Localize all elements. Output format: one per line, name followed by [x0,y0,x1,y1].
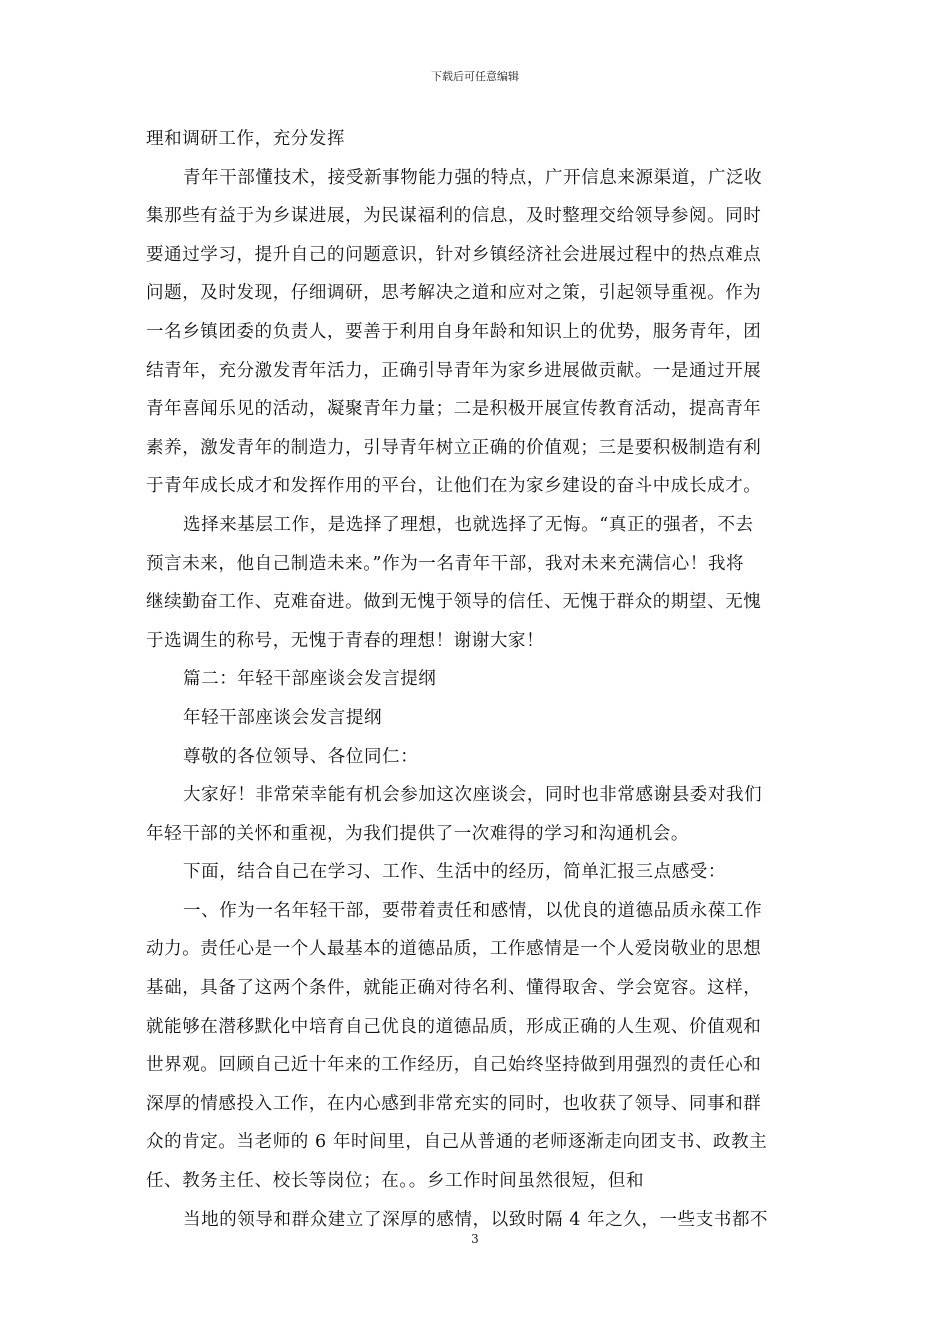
text-line: 理和调研工作，充分发挥 [146,129,346,149]
text-line: 于选调生的称号，无愧于青春的理想！谢谢大家！ [146,630,545,651]
section-heading: 篇二：年轻干部座谈会发言提纲 [183,669,437,690]
text-line: 预言未来，他自己制造未来。”作为一名青年干部，我对未来充满信心！我将 [146,553,745,574]
text-line: 就能够在潜移默化中培育自己优良的道德品质，形成正确的人生观、价值观和 [146,1016,762,1037]
document-body [146,120,812,1239]
text-line: 动力。责任心是一个人最基本的道德品质，工作感情是一个人爱岗敬业的思想 [146,939,762,960]
page-header: 下载后可任意编辑 [431,70,519,83]
text-line: 问题，及时发现，仔细调研，思考解决之道和应对之策，引起领导重视。作为 [146,283,762,304]
text-line: 当地的领导和群众建立了深厚的感情，以致时隔 4 年之久，一些支书都不 [183,1209,769,1230]
text-line: 下面，结合自己在学习、工作、生活中的经历，简单汇报三点感受： [183,862,726,883]
text-line: 继续勤奋工作、克难奋进。做到无愧于领导的信任、无愧于群众的期望、无愧 [146,592,762,613]
section-title: 年轻干部座谈会发言提纲 [183,707,383,728]
text-line: 年轻干部的关怀和重视，为我们提供了一次难得的学习和沟通机会。 [146,823,689,844]
text-line: 集那些有益于为乡谋进展，为民谋福利的信息，及时整理交给领导参阅。同时 [146,206,762,227]
text-line: 青年干部懂技术，接受新事物能力强的特点，广开信息来源渠道，广泛收 [183,167,763,188]
page-number: 3 [471,1232,479,1246]
text-line: 大家好！非常荣幸能有机会参加这次座谈会，同时也非常感谢县委对我们 [183,785,763,806]
text-line: 要通过学习，提升自己的问题意识，针对乡镇经济社会进展过程中的热点难点 [146,244,762,265]
text-line: 世界观。回顾自己近十年来的工作经历，自己始终坚持做到用强烈的责任心和 [146,1055,762,1076]
text-line: 众的肯定。当老师的 6 年时间里，自己从普通的老师逐渐走向团支书、政教主 [146,1132,768,1153]
text-line: 素养，激发青年的制造力，引导青年树立正确的价值观；三是要积极制造有利 [146,437,762,458]
salutation: 尊敬的各位领导、各位同仁： [183,746,419,767]
text-line: 青年喜闻乐见的活动，凝聚青年力量；二是积极开展宣传教育活动，提高青年 [146,399,762,420]
text-line: 选择来基层工作，是选择了理想，也就选择了无悔。“真正的强者，不去 [183,514,754,535]
text-line: 一、作为一名年轻干部，要带着责任和感情，以优良的道德品质永葆工作 [183,900,763,921]
text-line: 于青年成长成才和发挥作用的平台，让他们在为家乡建设的奋斗中成长成才。 [146,476,762,497]
text-line: 任、教务主任、校长等岗位；在。。乡工作时间虽然很短，但和 [146,1171,645,1192]
text-line: 深厚的情感投入工作，在内心感到非常充实的同时，也收获了领导、同事和群 [146,1093,762,1114]
text-line: 结青年，充分激发青年活力，正确引导青年为家乡进展做贡献。一是通过开展 [146,360,762,381]
text-line: 基础，具备了这两个条件，就能正确对待名利、懂得取舍、学会宽容。这样， [146,978,762,999]
text-line: 一名乡镇团委的负责人，要善于利用自身年龄和知识上的优势，服务青年，团 [146,321,762,342]
